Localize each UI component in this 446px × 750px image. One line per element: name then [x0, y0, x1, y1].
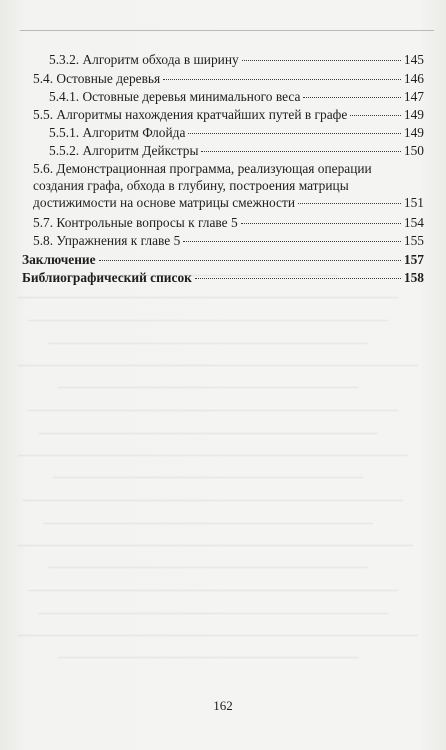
toc-entry-page: 146	[403, 71, 424, 86]
page-number: 162	[213, 698, 233, 713]
dot-leader	[241, 223, 401, 224]
toc-entry-page: 155	[403, 233, 424, 248]
toc-entry-title: 5.5. Алгоритмы нахождения кратчайших путей в графе	[33, 107, 348, 122]
toc-entry-title: Библиографический список	[22, 270, 192, 285]
toc-entry-chapter	[0, 270, 446, 285]
toc-entry-page: 154	[403, 215, 424, 230]
toc-entry-title: 5.8. Упражнения к главе 5	[33, 233, 181, 248]
toc-entry-title: Заключение	[22, 252, 96, 267]
toc-entry-page: 149	[403, 125, 424, 140]
dot-leader	[303, 97, 400, 98]
toc-entry-page: 158	[403, 270, 424, 285]
toc-entry-title: достижимости на основе матрицы смежности	[33, 195, 295, 210]
dot-leader	[99, 260, 401, 261]
dot-leader	[163, 79, 401, 80]
dot-leader	[183, 241, 401, 242]
toc-entry	[0, 107, 446, 122]
toc-entry-page: 147	[403, 89, 424, 104]
dot-leader	[195, 278, 401, 279]
toc-entry	[0, 143, 446, 158]
dot-leader	[242, 60, 401, 61]
toc-entry	[0, 52, 446, 67]
dot-leader	[350, 115, 401, 116]
toc-entry-title: 5.5.1. Алгоритм Флойда	[49, 125, 186, 140]
show-through-texture	[18, 265, 438, 685]
toc-entry-page: 150	[403, 143, 424, 158]
toc-entry	[0, 89, 446, 104]
toc-entry-title: 5.7. Контрольные вопросы к главе 5	[33, 215, 238, 230]
dot-leader	[188, 133, 400, 134]
toc-entry	[0, 125, 446, 140]
toc-entry-title-line1: 5.6. Демонстрационная программа, реализующая операции	[33, 161, 372, 176]
top-rule	[20, 30, 434, 31]
toc-entry-title: 5.5.2. Алгоритм Дейкстры	[49, 143, 199, 158]
toc-entry-chapter	[0, 252, 446, 267]
toc-entry-page: 149	[403, 107, 424, 122]
toc-entry-page: 145	[403, 52, 424, 67]
toc-entry-page: 151	[403, 195, 424, 210]
toc-entry-page: 157	[403, 252, 424, 267]
dot-leader	[298, 203, 401, 204]
toc-entry-title: 5.4. Остовные деревья	[33, 71, 161, 86]
toc-entry-multiline	[0, 161, 446, 210]
toc-entry-title-line2: создания графа, обхода в глубину, построения матрицы	[33, 178, 349, 193]
toc-entry-title: 5.4.1. Остовные деревья минимального веса	[49, 89, 301, 104]
toc-entry	[0, 233, 446, 248]
toc-entry	[0, 215, 446, 230]
toc-entry	[0, 71, 446, 86]
toc-entry-title: 5.3.2. Алгоритм обхода в ширину	[49, 52, 239, 67]
dot-leader	[201, 151, 400, 152]
